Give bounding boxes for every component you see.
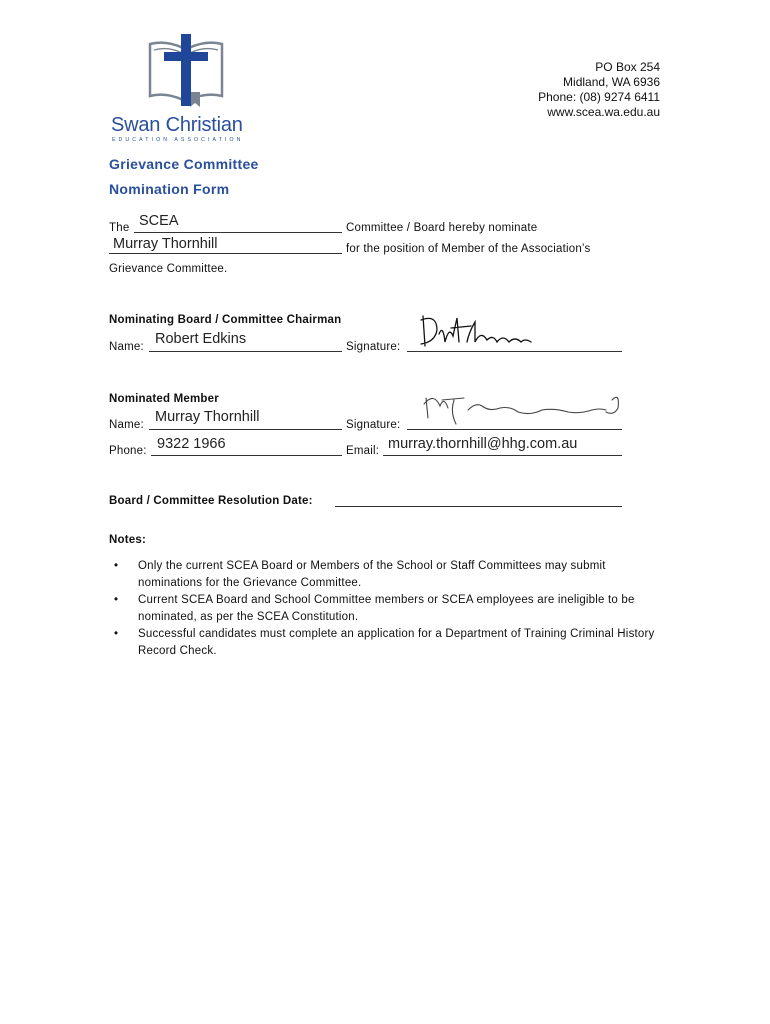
committee-value: SCEA: [139, 213, 179, 229]
website: www.scea.wa.edu.au: [547, 105, 660, 119]
bullet: •: [114, 594, 119, 606]
member-phone-value: 9322 1966: [157, 436, 226, 452]
member-email-label: Email:: [346, 445, 380, 457]
nominee-value: Murray Thornhill: [113, 236, 218, 252]
member-name-value: Murray Thornhill: [155, 409, 260, 425]
position-text: for the position of Member of the Association’s: [346, 243, 591, 255]
list-item: • Successful candidates must complete an application for a Department of Training Criminal History Record Check.: [114, 628, 655, 657]
the-label: The: [109, 222, 130, 234]
resolution-date-field[interactable]: [335, 506, 622, 507]
member-signature-field[interactable]: [407, 429, 622, 430]
nominee-field[interactable]: [109, 253, 342, 254]
organization-logo: [108, 34, 258, 146]
po-box: PO Box 254: [595, 60, 660, 74]
chairman-name-value: Robert Edkins: [155, 331, 247, 347]
bullet: •: [114, 560, 119, 572]
list-item: • Only the current SCEA Board or Members of the School or Staff Committees may submit nominations for the Grievance Committee.: [114, 560, 606, 589]
notes-list: [109, 558, 669, 660]
address-block: [538, 60, 660, 120]
chairman-name-field[interactable]: [149, 351, 342, 352]
closing-text: Grievance Committee.: [109, 263, 228, 275]
member-heading: Nominated Member: [109, 393, 219, 405]
bullet: •: [114, 628, 119, 640]
organization-name: Swan Christian: [111, 114, 243, 136]
chairman-signature: [415, 312, 535, 352]
city: Midland, WA 6936: [563, 75, 660, 89]
notes-heading: Notes:: [109, 534, 146, 546]
member-phone-label: Phone:: [109, 445, 147, 457]
member-phone-field[interactable]: [151, 455, 342, 456]
member-signature-label: Signature:: [346, 419, 401, 431]
member-email-field[interactable]: [383, 455, 622, 456]
committee-field[interactable]: [134, 232, 342, 233]
form-title-line2: Nomination Form: [109, 181, 230, 197]
form-title-line1: Grievance Committee: [109, 156, 259, 172]
member-email-value: murray.thornhill@hhg.com.au: [388, 436, 578, 452]
chairman-name-label: Name:: [109, 341, 144, 353]
chairman-signature-label: Signature:: [346, 341, 401, 353]
member-name-label: Name:: [109, 419, 144, 431]
chairman-heading: Nominating Board / Committee Chairman: [109, 314, 342, 326]
member-name-field[interactable]: [149, 429, 342, 430]
organization-subtitle: EDUCATION ASSOCIATION: [112, 137, 244, 143]
committee-suffix: Committee / Board hereby nominate: [346, 222, 538, 234]
list-item: • Current SCEA Board and School Committee members or SCEA employees are ineligible to be nominated, as per the SCEA Constitution.: [114, 594, 635, 623]
phone: Phone: (08) 9274 6411: [538, 90, 660, 104]
cross-book-icon: [146, 34, 226, 110]
resolution-label: Board / Committee Resolution Date:: [109, 495, 313, 507]
member-signature: [420, 382, 630, 426]
